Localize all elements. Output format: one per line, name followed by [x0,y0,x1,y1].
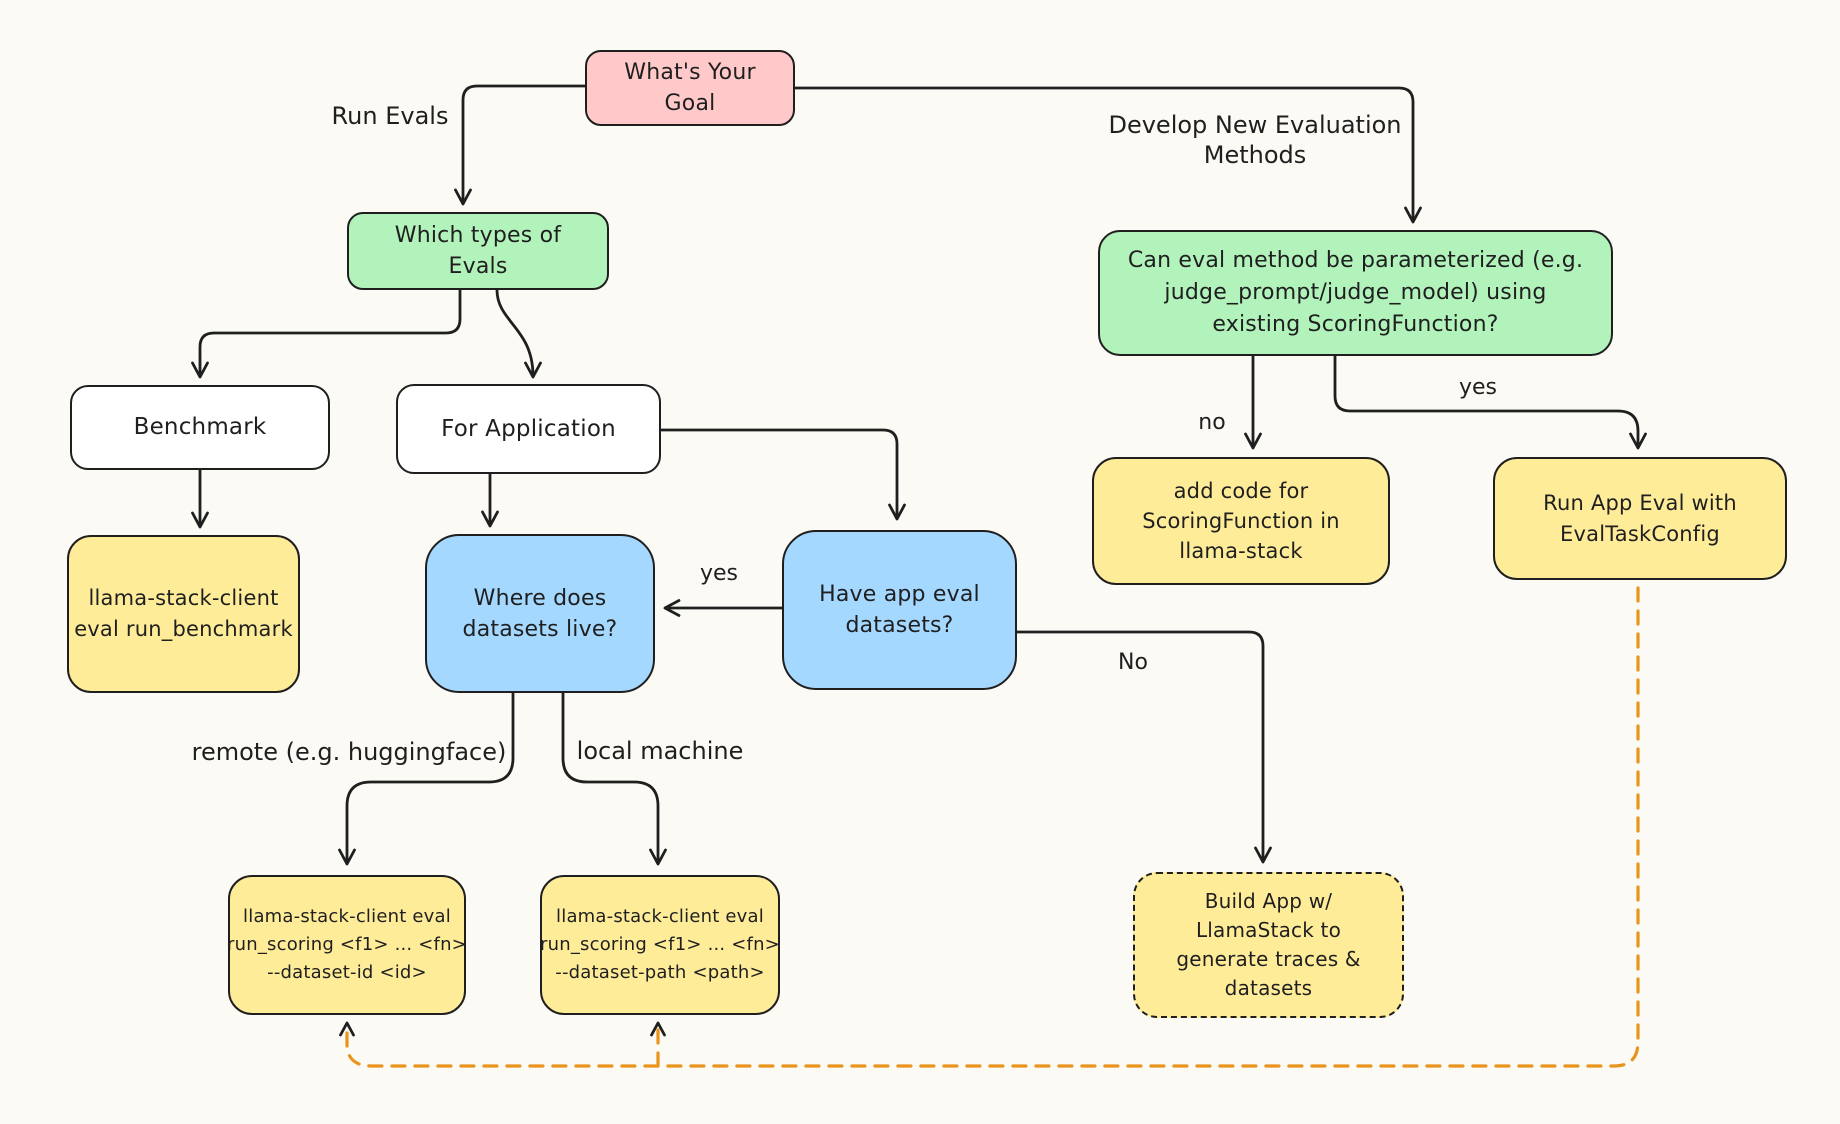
node-run-benchmark-line1: llama-stack-client [88,586,279,610]
node-run-scoring-dataset-id-command [228,875,466,1015]
node-run-app-eval-line1: Run App Eval with [1543,490,1737,515]
node-whats-your-goal [585,50,795,126]
edge-label-yes-parameterized: yes [1458,375,1498,400]
node-benchmark-label: Benchmark [133,414,267,440]
node-can-eval-line1: Can eval method be parameterized (e.g. [1127,248,1584,273]
edge-which-types-to-benchmark [200,290,460,376]
node-build-app-with-llamastack [1133,872,1404,1018]
edge-label-yes-have-datasets: yes [699,561,739,586]
edge-which-types-to-for-application [497,290,533,376]
edge-label-no-have-datasets: No [1118,650,1148,675]
node-build-app-line1: Build App w/ [1204,889,1333,913]
node-run-scoring-path-line1: llama-stack-client eval [556,906,764,927]
node-can-eval-line3: existing ScoringFunction? [1212,312,1499,337]
node-run-benchmark-line2: eval run_benchmark [74,617,293,641]
node-build-app-line4: datasets [1224,976,1313,1000]
node-run-scoring-path-line2: run_scoring <f1> ... <fn> [540,934,780,955]
node-build-app-line3: generate traces & [1176,947,1361,971]
node-for-application-label: For Application [441,415,616,442]
edge-where-datasets-local-to-run-scoring-path [563,693,658,863]
edge-label-develop-line2: Methods [1203,141,1307,169]
node-can-eval-method-be-parameterized [1098,230,1613,356]
node-where-datasets-line1: Where does [473,585,607,611]
node-whats-your-goal-line2: Goal [664,91,716,116]
node-add-code-for-scoringfunction [1092,457,1390,585]
node-where-does-datasets-live [425,534,655,693]
node-which-types-line1: Which types of [394,223,562,248]
edge-label-local-machine: local machine [576,737,744,765]
node-whats-your-goal-line1: What's Your [624,60,756,85]
edge-for-application-to-have-datasets [661,430,897,518]
node-can-eval-line2: judge_prompt/judge_model) using [1164,280,1547,305]
node-run-scoring-path-line3: --dataset-path <path> [555,962,765,983]
node-have-app-eval-datasets [782,530,1017,690]
node-build-app-line2: LlamaStack to [1195,918,1342,942]
edge-where-datasets-remote-to-run-scoring-id [347,693,513,863]
node-run-app-eval-with-evaltaskconfig [1493,457,1787,580]
node-run-scoring-id-line1: llama-stack-client eval [243,906,451,927]
node-where-datasets-line2: datasets live? [462,616,618,642]
node-add-code-line3: llama-stack [1179,539,1303,563]
node-run-scoring-id-line3: --dataset-id <id> [267,962,427,983]
edge-label-remote-huggingface: remote (e.g. huggingface) [191,738,507,766]
edge-label-develop-new-evaluation-methods [1108,110,1401,170]
node-add-code-line2: ScoringFunction in [1142,509,1340,533]
node-have-datasets-line2: datasets? [845,613,954,638]
node-run-app-eval-line2: EvalTaskConfig [1560,521,1720,546]
node-run-scoring-id-line2: run_scoring <f1> ... <fn> [227,934,467,955]
node-add-code-line1: add code for [1173,479,1309,503]
node-run-benchmark-command [67,535,300,693]
node-run-scoring-dataset-path-command [540,875,780,1015]
edge-goal-to-which-types [463,86,585,203]
edge-label-develop-line1: Develop New Evaluation [1108,111,1402,139]
node-for-application [396,384,661,474]
node-have-datasets-line1: Have app eval [819,582,980,607]
edge-label-run-evals: Run Evals [331,102,449,130]
edge-label-no-parameterized: no [1198,410,1226,435]
node-which-types-line2: Evals [448,254,508,279]
node-which-types-of-evals [347,212,609,290]
node-benchmark [70,385,330,470]
